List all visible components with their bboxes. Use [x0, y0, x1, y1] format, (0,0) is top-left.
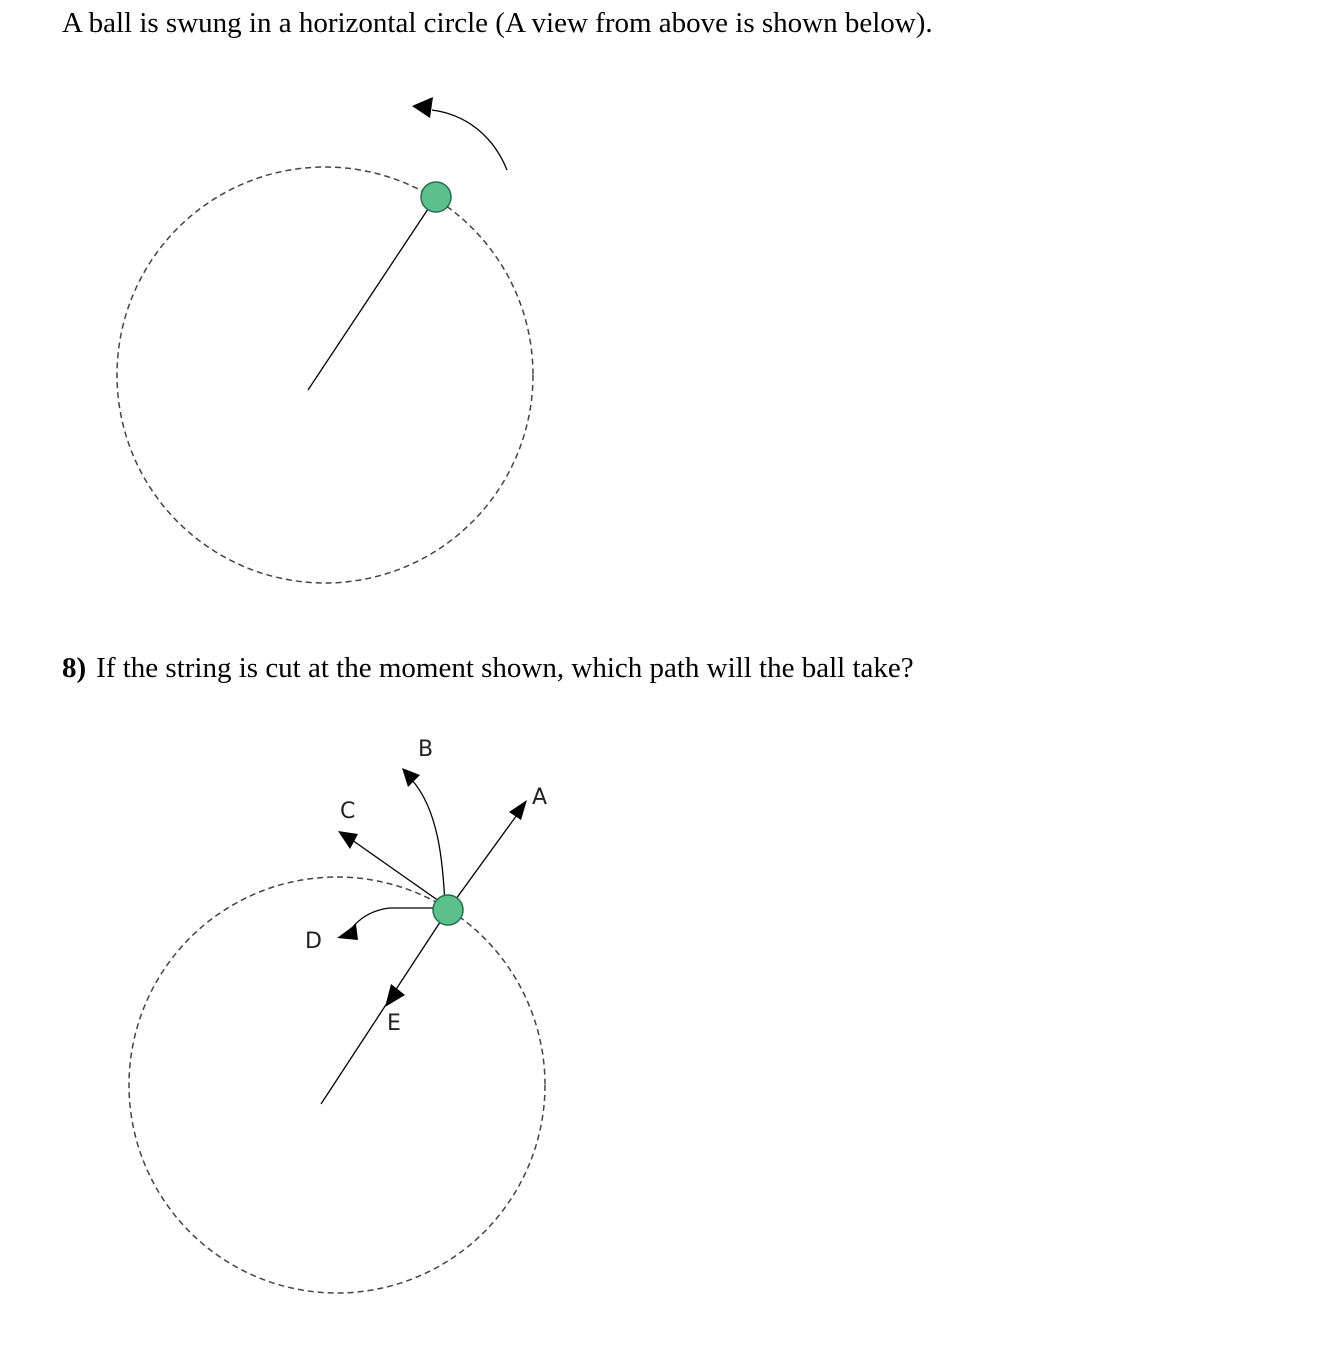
path-e-arrow	[385, 984, 405, 1007]
path-c-line	[352, 840, 446, 906]
path-d-arrow	[337, 924, 358, 940]
path-d-line	[352, 908, 446, 928]
path-b-arrow	[402, 768, 420, 787]
path-a-line	[448, 808, 522, 910]
ball-2	[433, 895, 463, 925]
intro-text: A ball is swung in a horizontal circle (A view from above is shown below).	[62, 7, 933, 39]
orbit-path-2	[129, 877, 545, 1293]
label-b: B	[418, 737, 434, 762]
question-text: If the string is cut at the moment shown, which path will the ball take?	[96, 652, 914, 684]
string-2	[321, 910, 448, 1104]
label-c: C	[340, 799, 356, 824]
path-a-arrow	[509, 800, 527, 820]
path-b-line	[412, 780, 445, 906]
label-a: A	[532, 785, 548, 810]
label-d: D	[305, 929, 322, 954]
question-number: 8)	[62, 652, 87, 684]
label-e: E	[387, 1011, 401, 1036]
path-c-arrow	[338, 831, 358, 849]
